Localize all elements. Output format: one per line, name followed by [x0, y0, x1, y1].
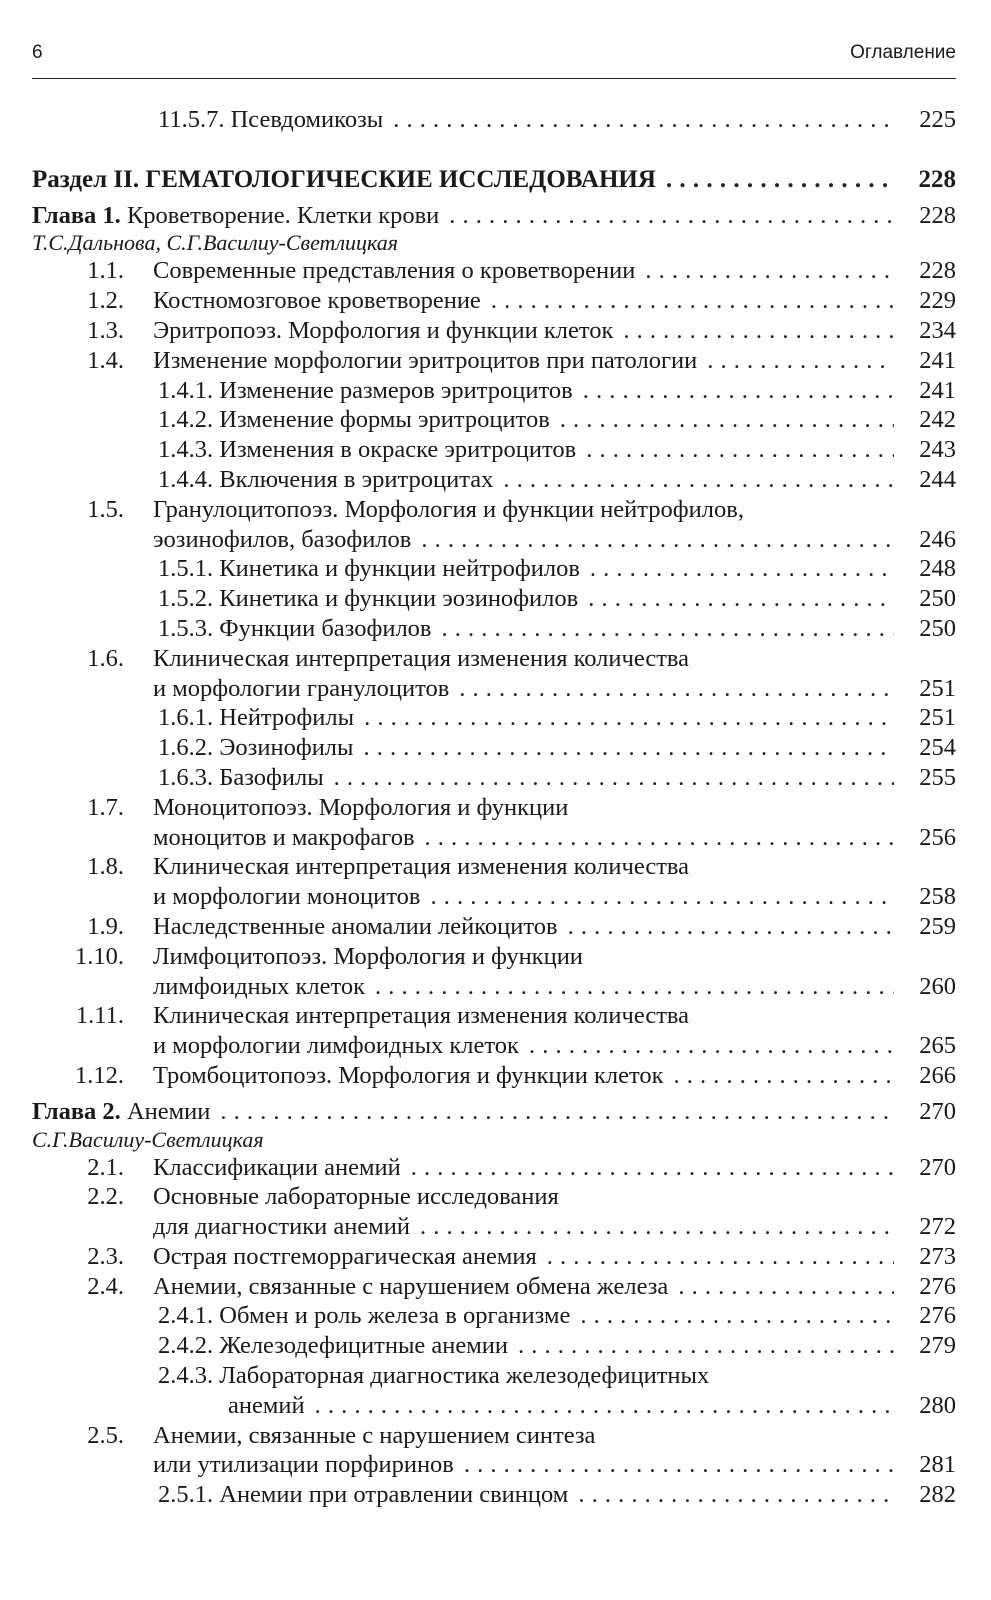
toc-entry-title: Классификации анемий	[153, 1153, 401, 1181]
dot-leader	[364, 733, 895, 763]
toc-subsection[interactable]	[32, 1061, 956, 1091]
section-name: ГЕМАТОЛОГИЧЕСКИЕ ИССЛЕДОВАНИЯ	[145, 165, 656, 193]
toc-line	[153, 912, 956, 942]
dot-leader	[449, 201, 894, 231]
toc-entry-text	[158, 1331, 508, 1361]
toc-entry-body	[32, 465, 956, 495]
toc-entry-body	[32, 1361, 956, 1421]
toc-entry-title: Анемии при отравлении свинцом	[219, 1481, 569, 1509]
toc-page-number: 256	[919, 823, 956, 851]
chapter-authors: С.Г.Василиу-Светлицкая	[32, 1126, 264, 1152]
toc-page-number: 228	[919, 257, 956, 285]
toc-entry-body	[32, 1182, 956, 1242]
toc-entry-number: 1.4.1.	[158, 376, 214, 404]
toc-entry-body	[32, 1242, 956, 1272]
toc-page-number: 273	[919, 1242, 956, 1270]
section-title	[32, 165, 656, 195]
toc-line	[153, 793, 956, 823]
toc-entry-number: 1.11.	[75, 1002, 124, 1030]
toc-entry-text	[158, 105, 383, 135]
toc-entry-body	[32, 1331, 956, 1361]
toc-subsection[interactable]	[32, 346, 956, 376]
toc-entry-title: Функции базофилов	[219, 614, 432, 642]
toc-line	[32, 201, 956, 231]
chapter-prefix: Глава 2.	[32, 1097, 121, 1125]
toc-entry-number: 1.6.1.	[158, 704, 214, 732]
toc-subsection[interactable]	[32, 256, 956, 286]
toc-entry-body	[32, 703, 956, 733]
dot-leader	[707, 346, 894, 376]
toc-line	[153, 256, 956, 286]
toc-page-number: 229	[919, 287, 956, 315]
toc-entry-title: Основные лабораторные исследования	[153, 1183, 559, 1211]
dot-leader	[583, 376, 894, 406]
toc-line	[158, 1361, 956, 1391]
toc-entry-continuation: и морфологии лимфоидных клеток	[153, 1032, 519, 1060]
toc-page-number: 250	[919, 585, 956, 613]
toc-entry-body	[32, 554, 956, 584]
toc-line	[153, 823, 956, 853]
toc-subsubsection[interactable]	[32, 1331, 956, 1361]
toc-entry-title: Кинетика и функции нейтрофилов	[219, 555, 580, 583]
toc-entry-body	[32, 1301, 956, 1331]
toc-section[interactable]	[32, 165, 956, 195]
dot-leader	[529, 1031, 894, 1061]
toc-entry-title: Изменение морфологии эритроцитов при патологии	[153, 346, 698, 374]
toc-entry-title: Железодефицитные анемии	[219, 1332, 509, 1360]
toc-subsubsection[interactable]	[32, 733, 956, 763]
toc-entry-body	[32, 405, 956, 435]
dot-leader	[518, 1331, 894, 1361]
toc-entry-number: 2.5.	[87, 1421, 124, 1449]
toc-page-number: 272	[919, 1213, 956, 1241]
toc-subsection[interactable]	[32, 495, 956, 555]
toc-entry-number: 1.4.	[87, 346, 124, 374]
toc-entry-body	[32, 346, 956, 376]
toc-page-number: 279	[919, 1332, 956, 1360]
toc-subsection[interactable]	[32, 1182, 956, 1242]
dot-leader	[411, 1153, 894, 1183]
toc-entry-title: Псевдомикозы	[230, 106, 384, 133]
dot-leader	[464, 1450, 894, 1480]
toc-chapter[interactable]	[32, 201, 956, 231]
toc-entry-number: 1.6.2.	[158, 734, 214, 762]
toc-entry-title: Изменение размеров эритроцитов	[219, 376, 573, 404]
toc-line	[153, 525, 956, 555]
toc-entry-title: Кинетика и функции эозинофилов	[219, 585, 579, 613]
section-spacer	[32, 135, 956, 165]
toc-page-number: 282	[919, 1481, 956, 1509]
toc-entry-continuation: и морфологии моноцитов	[153, 883, 421, 911]
toc-entry-number: 2.5.1.	[158, 1481, 214, 1509]
toc-subsection[interactable]	[32, 1421, 956, 1481]
dot-leader	[674, 1061, 894, 1091]
toc-subsubsection[interactable]	[32, 1480, 956, 1510]
toc-subsection[interactable]	[32, 793, 956, 853]
toc-line	[153, 1182, 956, 1212]
toc-line	[153, 346, 956, 376]
toc-subsubsection[interactable]	[32, 614, 956, 644]
toc-line	[158, 1391, 956, 1421]
toc-line	[158, 584, 956, 614]
toc-subsubsection[interactable]	[32, 105, 956, 135]
toc-line	[153, 1001, 956, 1031]
chapter-name: Кроветворение. Клетки крови	[126, 201, 440, 229]
toc-page-number: 234	[919, 316, 956, 344]
toc-entry-body	[32, 495, 956, 555]
toc-line	[153, 286, 956, 316]
toc-subsubsection[interactable]	[32, 584, 956, 614]
toc-entry-number: 1.7.	[87, 793, 124, 821]
section-prefix: Раздел II.	[32, 165, 140, 193]
toc-line	[153, 1031, 956, 1061]
dot-leader	[503, 465, 894, 495]
toc-entry-body	[32, 1272, 956, 1302]
toc-entry-body	[32, 1421, 956, 1481]
toc-entry-title: Эозинофилы	[219, 734, 354, 762]
toc-entry-number: 1.1.	[87, 257, 124, 285]
toc-line	[153, 882, 956, 912]
toc-line	[158, 763, 956, 793]
toc-page-number: 228	[918, 165, 956, 193]
dot-leader	[547, 1242, 894, 1272]
toc-entry-body	[32, 733, 956, 763]
toc-entry-number: 2.1.	[87, 1153, 124, 1181]
toc-entry-continuation: лимфоидных клеток	[153, 972, 366, 1000]
toc-page-number: 225	[919, 106, 956, 133]
dot-leader	[441, 614, 894, 644]
toc-entry-number: 1.6.3.	[158, 763, 214, 791]
dot-leader	[364, 703, 894, 733]
dot-leader	[220, 1097, 894, 1127]
toc-line	[153, 942, 956, 972]
toc-page-number: 276	[919, 1272, 956, 1300]
toc-line	[158, 1301, 956, 1331]
dot-leader	[491, 286, 894, 316]
toc-line	[153, 1272, 956, 1302]
table-of-contents	[32, 105, 956, 1510]
toc-page-number: 246	[919, 525, 956, 553]
toc-subsection[interactable]	[32, 912, 956, 942]
toc-line	[153, 1450, 956, 1480]
toc-page-number: 280	[919, 1391, 956, 1419]
toc-entry-body	[32, 912, 956, 942]
toc-subsubsection[interactable]	[32, 1361, 956, 1421]
toc-entry-body	[32, 435, 956, 465]
toc-entry-text	[158, 376, 573, 406]
toc-entry-number: 1.10.	[75, 942, 124, 970]
toc-entry-title: Нейтрофилы	[219, 704, 355, 732]
dot-leader	[334, 763, 894, 793]
toc-entry-body	[32, 316, 956, 346]
toc-entry-text	[158, 435, 576, 465]
dot-leader	[430, 882, 894, 912]
toc-subsection[interactable]	[32, 286, 956, 316]
toc-subsubsection[interactable]	[32, 1301, 956, 1331]
toc-page-number: 265	[919, 1032, 956, 1060]
toc-line	[153, 644, 956, 674]
dot-leader	[393, 105, 894, 135]
toc-page-number: 270	[919, 1153, 956, 1181]
toc-entry-body	[32, 286, 956, 316]
dot-leader	[375, 972, 894, 1002]
toc-entry-number: 1.4.4.	[158, 465, 214, 493]
toc-line	[153, 495, 956, 525]
dot-leader	[560, 405, 894, 435]
toc-line	[158, 376, 956, 406]
toc-entry-number: 1.6.	[87, 644, 124, 672]
toc-page-number: 260	[919, 972, 956, 1000]
toc-entry-body	[32, 376, 956, 406]
toc-subsection[interactable]	[32, 644, 956, 704]
toc-entry-title: Изменения в окраске эритроцитов	[219, 436, 577, 464]
toc-page-number: 270	[919, 1097, 956, 1125]
toc-entry-text	[158, 614, 431, 644]
running-title: Оглавление	[850, 42, 956, 63]
toc-entry-title: Наследственные аномалии лейкоцитов	[153, 912, 558, 940]
toc-line	[153, 1153, 956, 1183]
toc-entry-number: 1.12.	[75, 1061, 124, 1089]
dot-leader	[623, 316, 894, 346]
toc-page-number: 241	[919, 346, 956, 374]
page-number: 6	[32, 42, 43, 63]
toc-subsubsection[interactable]	[32, 435, 956, 465]
toc-entry-text	[158, 763, 324, 793]
toc-entry-title: Лимфоцитопоэз. Морфология и функции	[153, 942, 583, 970]
toc-entry-number: 1.8.	[87, 853, 124, 881]
toc-entry-title: Базофилы	[219, 763, 324, 791]
toc-subsubsection[interactable]	[32, 763, 956, 793]
toc-subsubsection[interactable]	[32, 554, 956, 584]
toc-entry-text	[158, 1301, 570, 1331]
toc-subsubsection[interactable]	[32, 703, 956, 733]
toc-subsection[interactable]	[32, 316, 956, 346]
toc-entry-title: Клиническая интерпретация изменения количества	[153, 853, 690, 881]
toc-entry-title: Клиническая интерпретация изменения количества	[153, 1002, 690, 1030]
toc-line	[158, 465, 956, 495]
toc-entry-number: 2.3.	[87, 1242, 124, 1270]
toc-subsection[interactable]	[32, 1153, 956, 1183]
toc-line	[158, 554, 956, 584]
toc-page-number: 281	[919, 1451, 956, 1479]
toc-entry-text	[158, 1361, 709, 1391]
toc-line	[158, 1480, 956, 1510]
toc-entry-title: Анемии, связанные с нарушением обмена железа	[153, 1272, 669, 1300]
toc-entry-number: 1.3.	[87, 316, 124, 344]
dot-leader	[586, 435, 894, 465]
toc-entry-body	[32, 793, 956, 853]
toc-line	[153, 852, 956, 882]
toc-subsection[interactable]	[32, 942, 956, 1002]
toc-entry-continuation: и морфологии гранулоцитов	[153, 674, 450, 702]
chapter-name: Анемии	[126, 1097, 211, 1125]
dot-leader	[666, 165, 894, 195]
dot-leader	[420, 1212, 894, 1242]
toc-page-number: 276	[919, 1302, 956, 1330]
toc-entry-text	[158, 584, 578, 614]
toc-entry-title: Клиническая интерпретация изменения количества	[153, 644, 690, 672]
toc-page-number: 242	[919, 406, 956, 434]
toc-entry-number: 11.5.7.	[158, 106, 225, 133]
toc-line	[32, 165, 956, 195]
toc-line	[158, 1331, 956, 1361]
toc-entry-body	[32, 614, 956, 644]
toc-subsection[interactable]	[32, 1242, 956, 1272]
toc-page-number: 228	[919, 201, 956, 229]
page-header	[32, 42, 956, 78]
toc-entry-text	[158, 465, 493, 495]
toc-entry-title: Эритропоэз. Морфология и функции клеток	[153, 316, 614, 344]
toc-page-number: 250	[919, 614, 956, 642]
toc-subsection[interactable]	[32, 1001, 956, 1061]
toc-entry-continuation: анемий	[228, 1391, 305, 1419]
toc-entry-title: Современные представления о кроветворении	[153, 257, 636, 285]
toc-line	[158, 703, 956, 733]
toc-line	[158, 105, 956, 135]
toc-entry-number: 2.4.3.	[158, 1362, 214, 1390]
toc-entry-number: 1.2.	[87, 287, 124, 315]
toc-page-number: 259	[919, 912, 956, 940]
dot-leader	[421, 525, 894, 555]
dot-leader	[578, 1480, 894, 1510]
toc-subsection[interactable]	[32, 1272, 956, 1302]
toc-line	[153, 1212, 956, 1242]
dot-leader	[645, 256, 894, 286]
toc-entry-title: Гранулоцитопоэз. Морфология и функции нейтрофилов,	[153, 495, 744, 523]
toc-entry-number: 1.5.1.	[158, 555, 214, 583]
toc-page-number: 251	[919, 674, 956, 702]
toc-entry-body	[32, 1061, 956, 1091]
toc-entry-title: Острая постгеморрагическая анемия	[153, 1242, 537, 1270]
toc-entry-number: 1.5.2.	[158, 585, 214, 613]
toc-entry-text	[158, 554, 580, 584]
header-rule	[32, 78, 956, 79]
toc-page-number: 241	[919, 376, 956, 404]
toc-page-number: 254	[919, 734, 956, 762]
chapter-prefix: Глава 1.	[32, 201, 121, 229]
toc-line	[158, 435, 956, 465]
toc-entry-body	[32, 763, 956, 793]
toc-entry-title: Включения в эритроцитах	[219, 465, 494, 493]
toc-line	[153, 316, 956, 346]
toc-entry-number: 2.4.2.	[158, 1332, 214, 1360]
toc-entry-continuation: или утилизации порфиринов	[153, 1451, 454, 1479]
toc-entry-text	[158, 405, 550, 435]
toc-entry-number: 2.4.1.	[158, 1302, 214, 1330]
chapter-title	[32, 1097, 210, 1127]
toc-entry-body	[32, 1153, 956, 1183]
toc-page-number: 255	[919, 763, 956, 791]
chapter-title	[32, 201, 439, 231]
toc-entry-number: 1.4.2.	[158, 406, 214, 434]
toc-entry-number: 1.5.	[87, 495, 124, 523]
toc-page-number: 266	[919, 1061, 956, 1089]
toc-subsection[interactable]	[32, 852, 956, 912]
toc-entry-title: Моноцитопоэз. Морфология и функции	[153, 793, 569, 821]
toc-subsubsection[interactable]	[32, 405, 956, 435]
toc-entry-title: Анемии, связанные с нарушением синтеза	[153, 1421, 596, 1449]
toc-subsubsection[interactable]	[32, 376, 956, 406]
toc-entry-body	[32, 256, 956, 286]
toc-subsubsection[interactable]	[32, 465, 956, 495]
toc-entry-number: 1.9.	[87, 912, 124, 940]
chapter-authors: Т.С.Дальнова, С.Г.Василиу-Светлицкая	[32, 230, 399, 256]
dot-leader	[590, 554, 894, 584]
toc-entry-title: Обмен и роль железа в организме	[219, 1302, 571, 1330]
toc-line	[158, 614, 956, 644]
toc-entry-body	[32, 1001, 956, 1061]
dot-leader	[678, 1272, 894, 1302]
toc-entry-body	[32, 1480, 956, 1510]
toc-chapter[interactable]	[32, 1097, 956, 1127]
toc-page-number: 251	[919, 704, 956, 732]
toc-entry-title: Лабораторная диагностика железодефицитных	[219, 1362, 710, 1390]
toc-entry-continuation: моноцитов и макрофагов	[153, 823, 415, 851]
toc-line	[158, 405, 956, 435]
toc-line	[153, 1061, 956, 1091]
toc-entry-continuation: для диагностики анемий	[153, 1213, 410, 1241]
toc-entry-title: Костномозговое кроветворение	[153, 287, 481, 315]
toc-page-number: 243	[919, 436, 956, 464]
dot-leader	[568, 912, 894, 942]
toc-line	[32, 1097, 956, 1127]
toc-line	[153, 972, 956, 1002]
toc-entry-body	[32, 852, 956, 912]
toc-entry-number: 1.5.3.	[158, 614, 214, 642]
toc-entry-title: Тромбоцитопоэз. Морфология и функции клеток	[153, 1061, 664, 1089]
toc-entry-title: Изменение формы эритроцитов	[219, 406, 550, 434]
toc-line	[158, 733, 956, 763]
toc-entry-text	[158, 1480, 568, 1510]
toc-entry-text	[158, 733, 354, 763]
dot-leader	[315, 1391, 894, 1421]
toc-entry-body	[32, 644, 956, 704]
toc-line	[153, 1242, 956, 1272]
dot-leader	[580, 1301, 894, 1331]
dot-leader	[425, 823, 894, 853]
toc-page-number: 248	[919, 555, 956, 583]
toc-entry-body	[32, 942, 956, 1002]
toc-entry-text	[158, 703, 354, 733]
toc-entry-number: 1.4.3.	[158, 436, 214, 464]
toc-entry-number: 2.4.	[87, 1272, 124, 1300]
dot-leader	[459, 674, 894, 704]
dot-leader	[588, 584, 894, 614]
toc-line	[153, 1421, 956, 1451]
toc-entry-body	[32, 105, 956, 135]
toc-line	[153, 674, 956, 704]
toc-page-number: 258	[919, 883, 956, 911]
toc-page-number: 244	[919, 465, 956, 493]
toc-entry-continuation: эозинофилов, базофилов	[153, 525, 412, 553]
toc-entry-body	[32, 584, 956, 614]
toc-entry-number: 2.2.	[87, 1183, 124, 1211]
